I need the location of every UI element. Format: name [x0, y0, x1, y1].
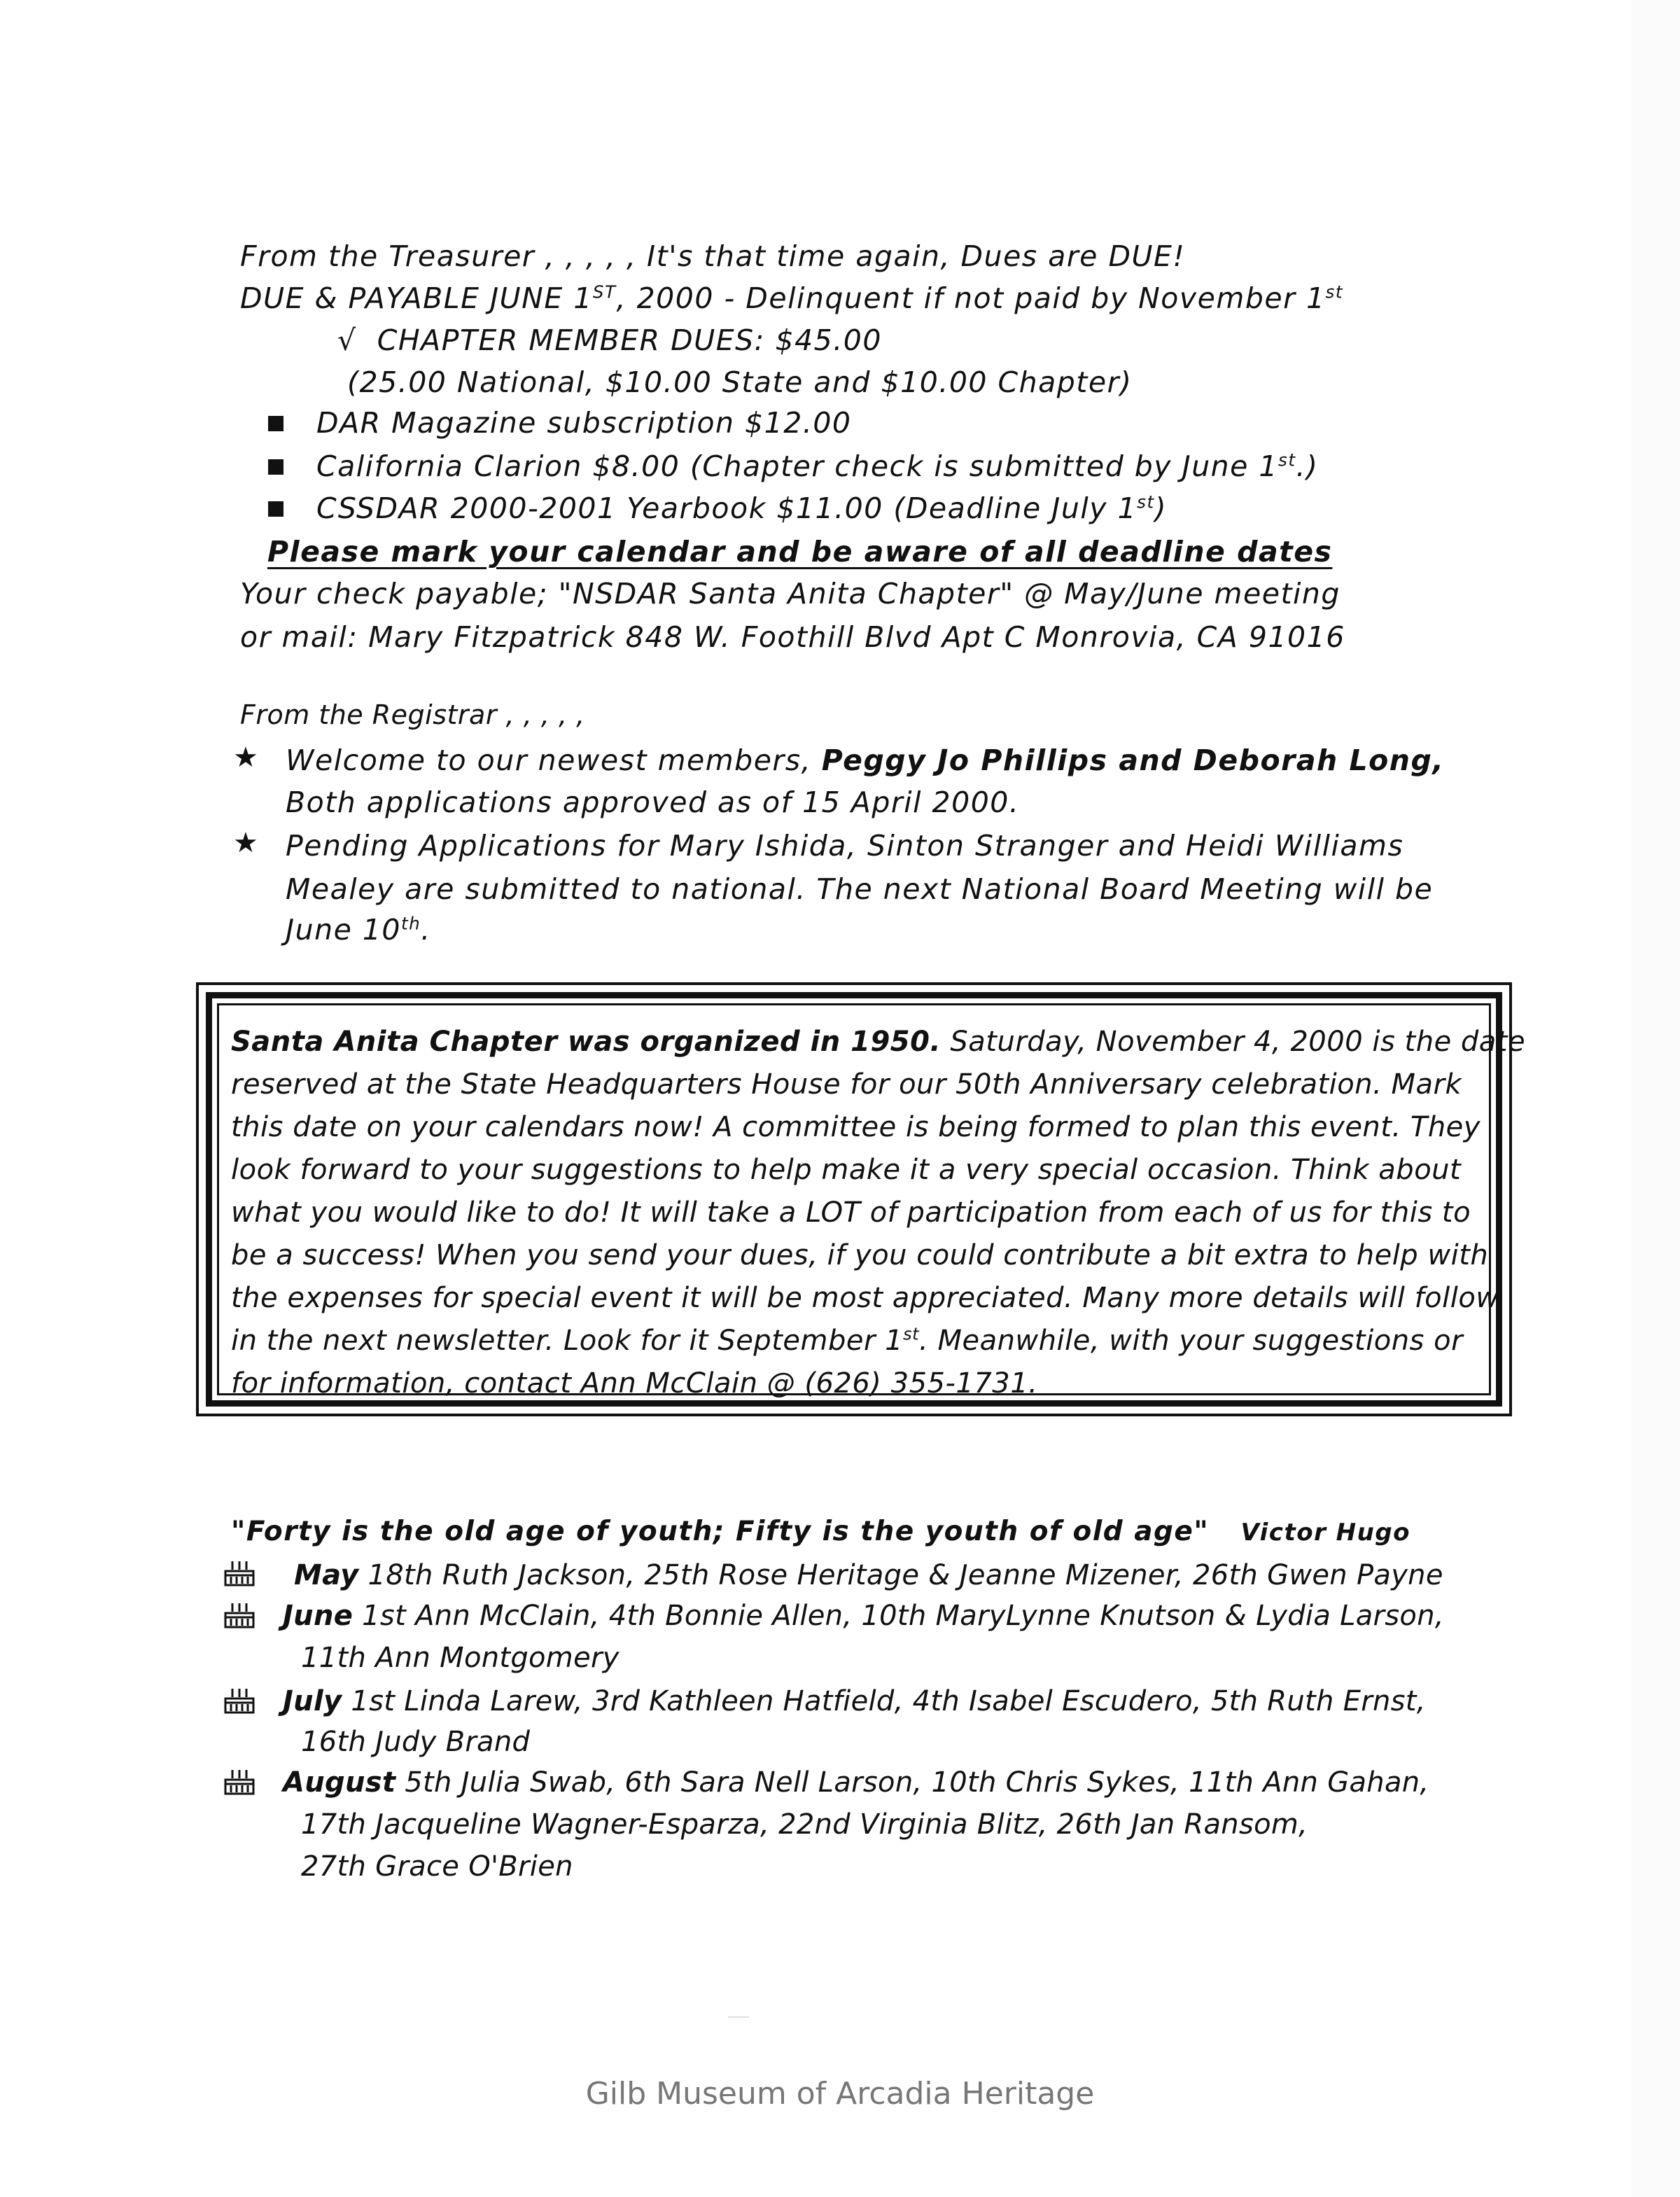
check-payable: Your check payable; "NSDAR Santa Anita Chapter" @ May/June meeting [240, 577, 1340, 611]
anniversary-line: the expenses for special event it will be most appreciated. Many more details will follow [231, 1282, 1499, 1314]
magazine-subscription: DAR Magazine subscription $12.00 [316, 406, 852, 440]
square-bullet-icon [268, 459, 284, 475]
birthday-cake-icon [223, 1556, 256, 1589]
august-birthdays-cont2: 27th Grace O'Brien [301, 1850, 573, 1883]
chapter-dues: √ CHAPTER MEMBER DUES: $45.00 [337, 323, 882, 357]
check-mark-icon: √ [337, 323, 357, 357]
mail-address: or mail: Mary Fitzpatrick 848 W. Foothill Blvd Apt C Monrovia, CA 91016 [240, 620, 1345, 654]
square-bullet-icon [268, 501, 284, 517]
anniversary-line: for information, contact Ann McClain @ (626) 355-1731. [231, 1367, 1038, 1400]
june-birthdays-cont: 11th Ann Montgomery [301, 1642, 620, 1674]
applications-approved: Both applications approved as of 15 April 2000. [286, 786, 1020, 819]
pending-applications: Pending Applications for Mary Ishida, Sinton Stranger and Heidi Williams [286, 829, 1404, 863]
board-meeting-date: June 10th. [286, 913, 431, 947]
pending-applications-cont: Mealey are submitted to national. The next National Board Meeting will be [286, 872, 1434, 906]
anniversary-line: Santa Anita Chapter was organized in 1950. Saturday, November 4, 2000 is the date [231, 1026, 1526, 1058]
june-birthdays: June 1st Ann McClain, 4th Bonnie Allen, 10th MaryLynne Knutson & Lydia Larson, [283, 1600, 1444, 1632]
quote-author: Victor Hugo [1240, 1519, 1411, 1547]
hugo-quote: "Forty is the old age of youth; Fifty is the youth of old age" Victor Hugo [231, 1516, 1411, 1547]
treasurer-intro: From the Treasurer , , , , , It's that time again, Dues are DUE! [240, 239, 1186, 273]
clarion-subscription: California Clarion $8.00 (Chapter check is submitted by June 1st.) [316, 449, 1319, 483]
welcome-members: Welcome to our newest members, Peggy Jo Phillips and Deborah Long, [286, 744, 1445, 777]
may-birthdays: May 18th Ruth Jackson, 25th Rose Heritage & Jeanne Mizener, 26th Gwen Payne [294, 1559, 1443, 1591]
anniversary-line: look forward to your suggestions to help make it a very special occasion. Think about [231, 1154, 1462, 1186]
registrar-heading: From the Registrar , , , , , [240, 699, 585, 730]
anniversary-line: what you would like to do! It will take a LOT of participation from each of us for this to [231, 1197, 1471, 1229]
museum-footer: Gilb Museum of Arcadia Heritage [585, 2076, 1095, 2112]
anniversary-announcement [231, 1021, 1526, 1405]
square-bullet-icon [268, 416, 284, 431]
dues-breakdown: (25.00 National, $10.00 State and $10.00 Chapter) [347, 365, 1133, 399]
anniversary-line: reserved at the State Headquarters House for our 50th Anniversary celebration. Mark [231, 1068, 1462, 1101]
anniversary-line: in the next newsletter. Look for it September 1st. Meanwhile, with your suggestions or [231, 1324, 1464, 1357]
july-birthdays-cont: 16th Judy Brand [301, 1726, 531, 1758]
dues-due-date: DUE & PAYABLE JUNE 1ST, 2000 - Delinquent if not paid by November 1st [240, 281, 1344, 315]
yearbook: CSSDAR 2000-2001 Yearbook $11.00 (Deadline July 1st) [316, 491, 1168, 525]
birthday-cake-icon [223, 1764, 256, 1798]
birthday-cake-icon [223, 1598, 256, 1631]
anniversary-line: this date on your calendars now! A committee is being formed to plan this event. They [231, 1111, 1480, 1143]
scan-mark [728, 2016, 749, 2018]
page-edge [1631, 0, 1680, 2197]
august-birthdays-cont: 17th Jacqueline Wagner-Esparza, 22nd Virginia Blitz, 26th Jan Ransom, [301, 1808, 1308, 1841]
august-birthdays: August 5th Julia Swab, 6th Sara Nell Larson, 10th Chris Sykes, 11th Ann Gahan, [283, 1766, 1429, 1799]
july-birthdays: July 1st Linda Larew, 3rd Kathleen Hatfield, 4th Isabel Escudero, 5th Ruth Ernst, [283, 1685, 1426, 1717]
birthday-cake-icon [223, 1683, 256, 1717]
calendar-note: Please mark your calendar and be aware of all deadline dates [267, 535, 1333, 569]
star-bullet-icon: ★ [233, 741, 258, 774]
star-bullet-icon: ★ [233, 827, 258, 859]
anniversary-line: be a success! When you send your dues, if you could contribute a bit extra to help with [231, 1239, 1489, 1271]
